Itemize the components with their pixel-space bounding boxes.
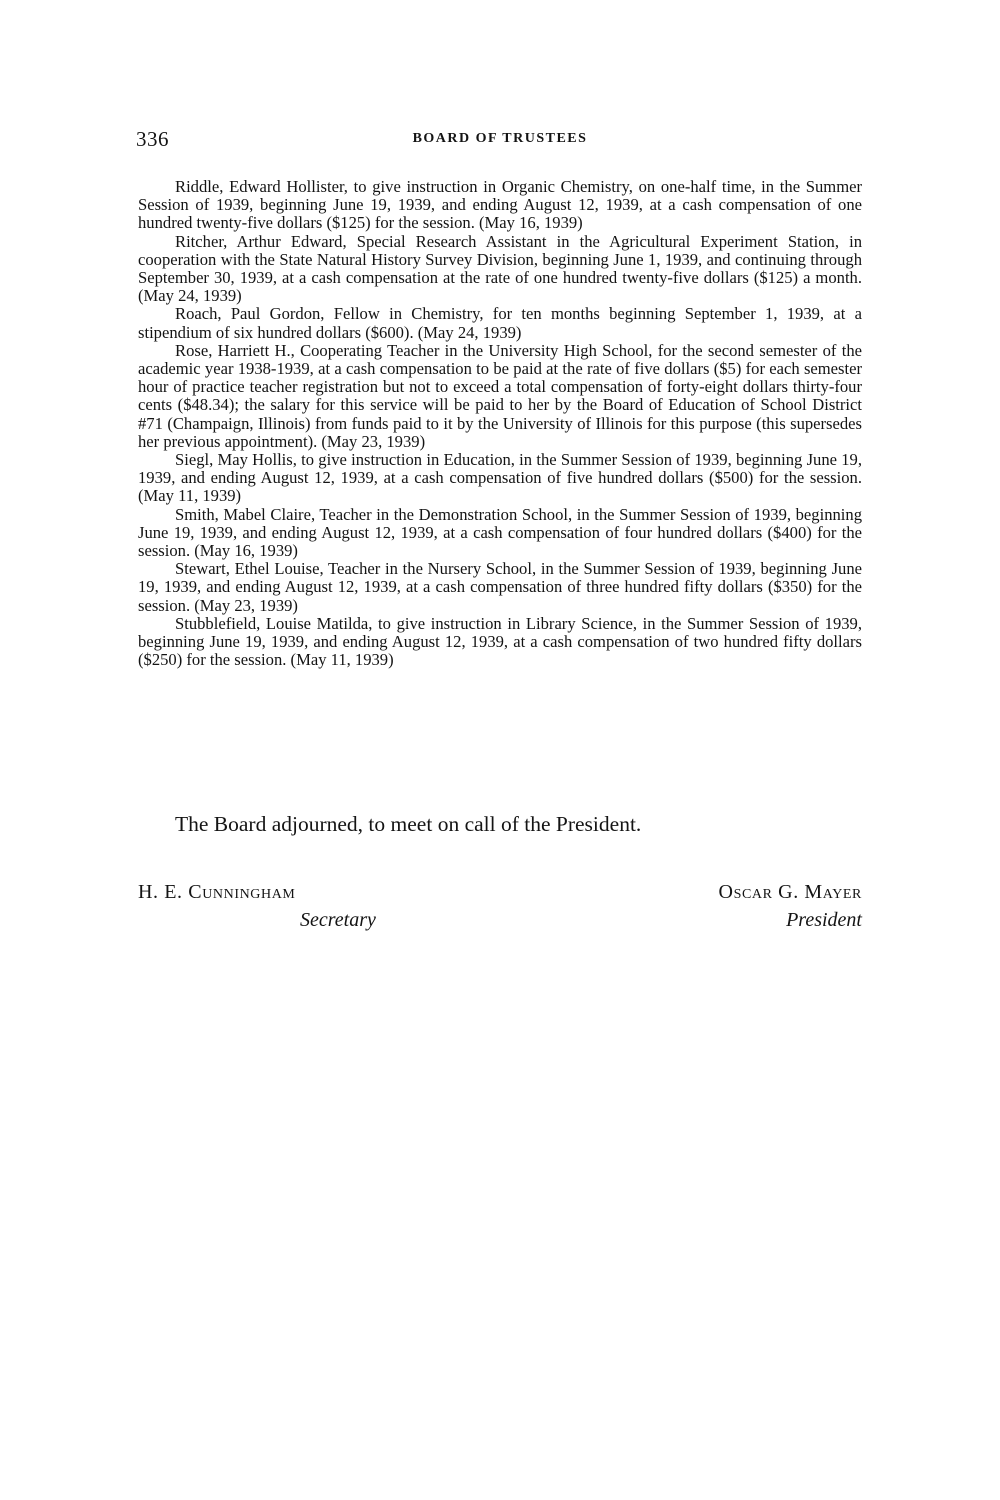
secretary-title: Secretary	[300, 909, 376, 931]
appointment-list	[138, 178, 862, 669]
appointment-entry: Stewart, Ethel Louise, Teacher in the Nursery School, in the Summer Session of 1939, beginning June 19, 1939, and ending August 12, 1939, at a cash compensation of three hundred fifty dollars ($350) for the session. (May 23, 1939)	[138, 559, 862, 615]
secretary-signature-block	[138, 878, 376, 934]
page-number: 336	[136, 127, 169, 151]
running-head: BOARD OF TRUSTEES	[412, 131, 588, 146]
president-name: Oscar G. Mayer	[718, 881, 862, 903]
appointment-entry: Stubblefield, Louise Matilda, to give instruction in Library Science, in the Summer Session of 1939, beginning June 19, 1939, and ending August 12, 1939, at a cash compensation of two hundred fifty dollars ($250) for the session. (May 11, 1939)	[138, 613, 862, 670]
appointment-entry: Rose, Harriett H., Cooperating Teacher in the University High School, for the second semester of the academic year 1938-1939, at a cash compensation to be paid at the rate of five dollars ($5) for each semester hour of practice teacher registration but not to exceed a total compensation of forty-eight dollars thirty-four cents ($48.34); the salary for this service will be paid to her by the Board of Education of School District #71 (Champaign, Illinois) from funds paid to it by the University of Illinois for this purpose (this supersedes her previous appointment). (May 23, 1939)	[138, 340, 862, 451]
appointment-entry: Roach, Paul Gordon, Fellow in Chemistry, for ten months beginning September 1, 1939, at a stipendium of six hundred dollars ($600). (May 24, 1939)	[138, 304, 862, 342]
appointment-entry: Smith, Mabel Claire, Teacher in the Demonstration School, in the Summer Session of 1939, beginning June 19, 1939, and ending August 12, 1939, at a cash compensation of four hundred dollars ($400) for the session. (May 16, 1939)	[138, 504, 862, 561]
president-signature-block	[719, 878, 862, 934]
appointment-entry: Riddle, Edward Hollister, to give instruction in Organic Chemistry, on one-half time, in the Summer Session of 1939, beginning June 19, 1939, and ending August 12, 1939, at a cash compensation of one hundred twenty-five dollars ($125) for the session. (May 16, 1939)	[138, 177, 862, 233]
secretary-name: H. E. Cunningham	[138, 881, 296, 903]
president-title: President	[786, 909, 862, 931]
closing-statement: The Board adjourned, to meet on call of the President.	[175, 812, 642, 836]
appointment-entry: Siegl, May Hollis, to give instruction in Education, in the Summer Session of 1939, beginning June 19, 1939, and ending August 12, 1939, at a cash compensation of five hundred dollars ($500) for the session. (May 11, 1939)	[138, 450, 862, 506]
appointment-entry: Ritcher, Arthur Edward, Special Research Assistant in the Agricultural Experiment Station, in cooperation with the State Natural History Survey Division, beginning June 1, 1939, and continuing through September 30, 1939, at a cash compensation at the rate of one hundred twenty-five dollars ($125) a month. (May 24, 1939)	[138, 231, 862, 306]
